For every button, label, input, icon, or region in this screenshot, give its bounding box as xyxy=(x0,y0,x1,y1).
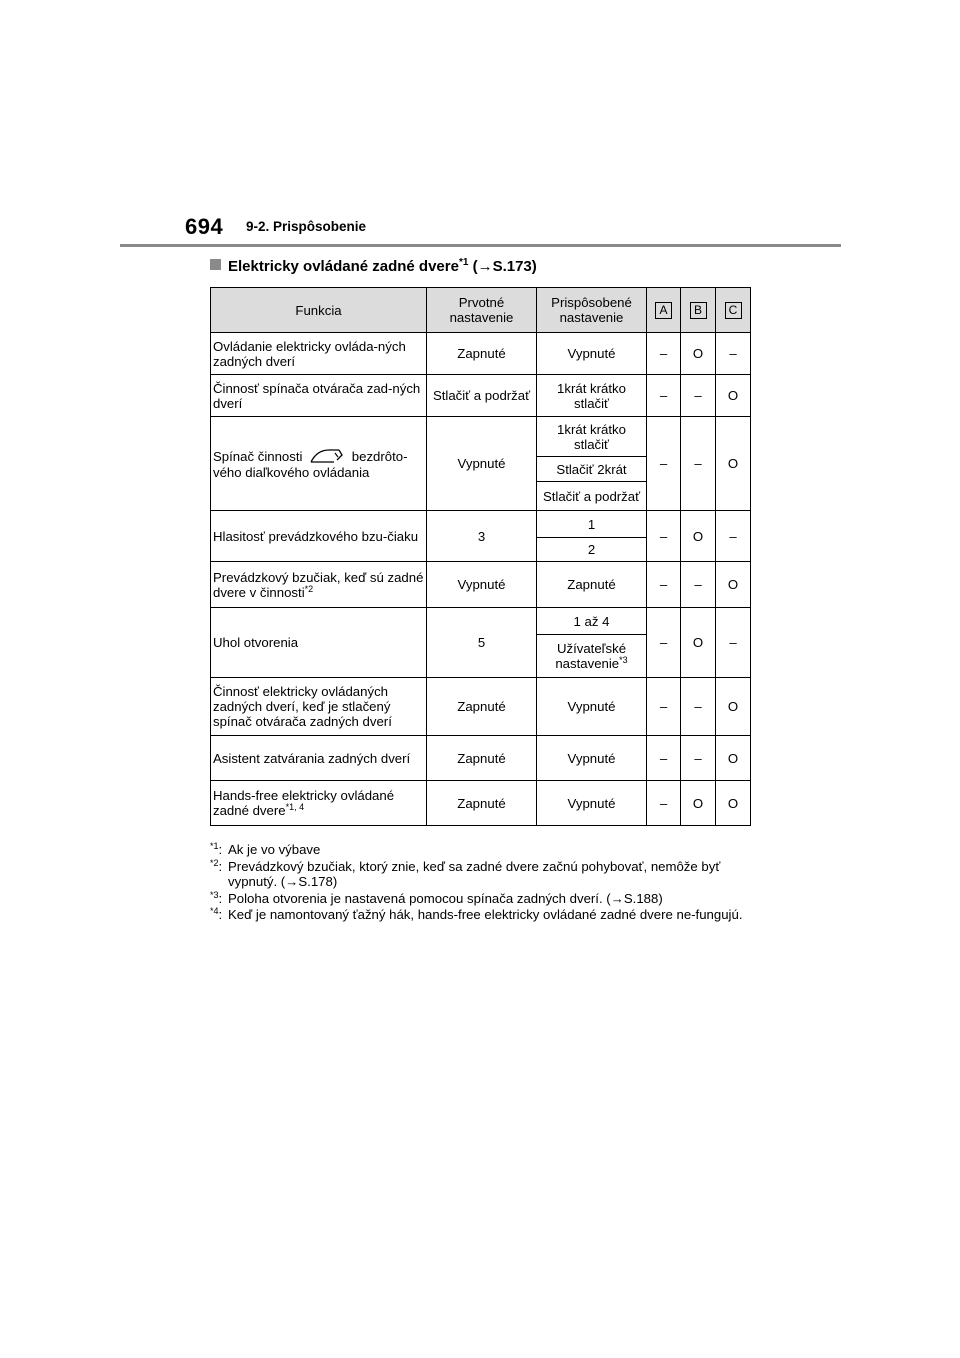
cell-a: – xyxy=(647,417,681,511)
footnote-2 xyxy=(210,859,755,890)
footnote-marker-text: *1 xyxy=(210,841,219,851)
footnote-marker-text: *3 xyxy=(210,889,219,900)
table-row xyxy=(211,736,751,781)
cell-a: – xyxy=(647,375,681,417)
vehicle-type-b-box: B xyxy=(690,302,707,319)
footnote-mark: *1, 4 xyxy=(285,802,305,812)
cell-default: Vypnuté xyxy=(427,417,537,511)
footnote-text: Ak je vo výbave xyxy=(228,842,321,857)
cell-c: O xyxy=(716,736,751,781)
footnote-marker-text: *2 xyxy=(210,857,219,868)
cell-c: O xyxy=(716,562,751,608)
table-header-row xyxy=(211,288,751,333)
cell-a: – xyxy=(647,608,681,678)
header-divider xyxy=(120,244,841,247)
cell-default: Zapnuté xyxy=(427,781,537,826)
footnote-marker-text: *4 xyxy=(210,906,219,916)
cell-c: O xyxy=(716,375,751,417)
vehicle-type-c-box: C xyxy=(725,302,742,319)
cell-a: – xyxy=(647,562,681,608)
table-row xyxy=(211,333,751,375)
table-row xyxy=(211,417,751,457)
column-header-a xyxy=(647,288,681,333)
section-title: 9-2. Prispôsobenie xyxy=(246,219,367,234)
footnote-text: Poloha otvorenia je nastavená pomocou spínača zadných dverí. (→S.188) xyxy=(228,890,663,906)
cell-custom: Stlačiť a podržať xyxy=(537,482,647,511)
heading-page-ref: (→S.173) xyxy=(468,258,537,275)
footnote-marker: $^{*4}$: xyxy=(210,906,223,922)
cell-b: O xyxy=(681,781,716,826)
cell-function: Asistent zatvárania zadných dverí xyxy=(211,736,427,781)
cell-custom: 1 xyxy=(537,511,647,538)
cell-a: – xyxy=(647,678,681,736)
heading-text: Elektricky ovládané zadné dvere xyxy=(228,258,459,275)
cell-c: O xyxy=(716,678,751,736)
cell-b: O xyxy=(681,511,716,562)
cell-default: Zapnuté xyxy=(427,736,537,781)
cell-b: O xyxy=(681,333,716,375)
cell-custom: Vypnuté xyxy=(537,678,647,736)
cell-b: – xyxy=(681,736,716,781)
table-row xyxy=(211,781,751,826)
tailgate-icon xyxy=(309,447,345,465)
cell-function: Hlasitosť prevádzkového bzu-čiaku xyxy=(211,511,427,562)
footnote-1 xyxy=(210,842,755,858)
footnote-4 xyxy=(210,907,755,923)
footnotes xyxy=(210,842,755,924)
cell-custom: Zapnuté xyxy=(537,562,647,608)
cell-default: Zapnuté xyxy=(427,678,537,736)
square-bullet-icon xyxy=(210,259,221,270)
footnote-mark: *2 xyxy=(304,583,314,594)
cell-function: Uhol otvorenia xyxy=(211,608,427,678)
footnote-text: Prevádzkový bzučiak, ktorý znie, keď sa zadné dvere začnú pohybovať, nemôže byť vypnutý. (→S.178) xyxy=(228,858,721,889)
cell-b: O xyxy=(681,608,716,678)
cell-function-text-start: Spínač činnosti xyxy=(213,449,303,464)
cell-custom: 1 až 4 xyxy=(537,608,647,635)
cell-custom-text: Užívateľské nastavenie xyxy=(555,641,627,671)
cell-custom: Stlačiť 2krát xyxy=(537,457,647,482)
table-row xyxy=(211,678,751,736)
cell-function: Činnosť elektricky ovládaných zadných dverí, keď je stlačený spínač otvárača zadných dverí xyxy=(211,678,427,736)
cell-custom: 1krát krátko stlačiť xyxy=(537,375,647,417)
cell-default: 5 xyxy=(427,608,537,678)
column-header-b xyxy=(681,288,716,333)
cell-custom: Vypnuté xyxy=(537,781,647,826)
cell-a: – xyxy=(647,781,681,826)
cell-c: O xyxy=(716,781,751,826)
heading-footnote-mark: *1 xyxy=(458,257,469,268)
cell-a: – xyxy=(647,333,681,375)
cell-default: Stlačiť a podržať xyxy=(427,375,537,417)
footnote-marker: $^{*1}$: xyxy=(210,841,223,857)
cell-function xyxy=(211,417,427,511)
cell-b: – xyxy=(681,562,716,608)
table-row xyxy=(211,511,751,538)
cell-a: – xyxy=(647,736,681,781)
cell-a: – xyxy=(647,511,681,562)
cell-c: – xyxy=(716,608,751,678)
cell-custom: 2 xyxy=(537,538,647,562)
cell-function-text-end: bezdrôto-vého diaľkového ovládania xyxy=(213,449,408,480)
cell-default: Zapnuté xyxy=(427,333,537,375)
footnote-mark: *3 xyxy=(619,655,628,665)
table-row xyxy=(211,375,751,417)
column-header-default: Prvotné nastavenie xyxy=(427,288,537,333)
settings-table xyxy=(210,287,751,826)
cell-b: – xyxy=(681,417,716,511)
cell-function-text: Prevádzkový bzučiak, keď sú zadné dvere v činnosti xyxy=(213,569,424,600)
cell-function: Činnosť spínača otvárača zad-ných dverí xyxy=(211,375,427,417)
cell-default: 3 xyxy=(427,511,537,562)
cell-function xyxy=(211,562,427,608)
cell-c: – xyxy=(716,511,751,562)
table-row xyxy=(211,608,751,635)
cell-function xyxy=(211,781,427,826)
table-row xyxy=(211,562,751,608)
cell-default: Vypnuté xyxy=(427,562,537,608)
cell-b: – xyxy=(681,375,716,417)
footnote-marker: $^{*2}$: xyxy=(210,857,223,874)
cell-function-text: Hands-free elektricky ovládané zadné dvere xyxy=(213,788,395,818)
cell-c: – xyxy=(716,333,751,375)
cell-c: O xyxy=(716,417,751,511)
footnote-text: Keď je namontovaný ťažný hák, hands-free elektricky ovládané zadné dvere ne-fungujú. xyxy=(228,907,743,922)
vehicle-type-a-box: A xyxy=(655,302,672,319)
footnote-3 xyxy=(210,891,755,907)
cell-function: Ovládanie elektricky ovláda-ných zadných dverí xyxy=(211,333,427,375)
column-header-custom: Prispôsobené nastavenie xyxy=(537,288,647,333)
page-number: 694 xyxy=(185,214,224,239)
cell-b: – xyxy=(681,678,716,736)
cell-custom: Vypnuté xyxy=(537,736,647,781)
cell-custom: 1krát krátko stlačiť xyxy=(537,417,647,457)
column-header-c xyxy=(716,288,751,333)
column-header-function: Funkcia xyxy=(211,288,427,333)
cell-custom: Vypnuté xyxy=(537,333,647,375)
subsection-heading xyxy=(210,258,537,275)
footnote-marker: $^{*3}$: xyxy=(210,889,223,906)
cell-custom xyxy=(537,635,647,678)
